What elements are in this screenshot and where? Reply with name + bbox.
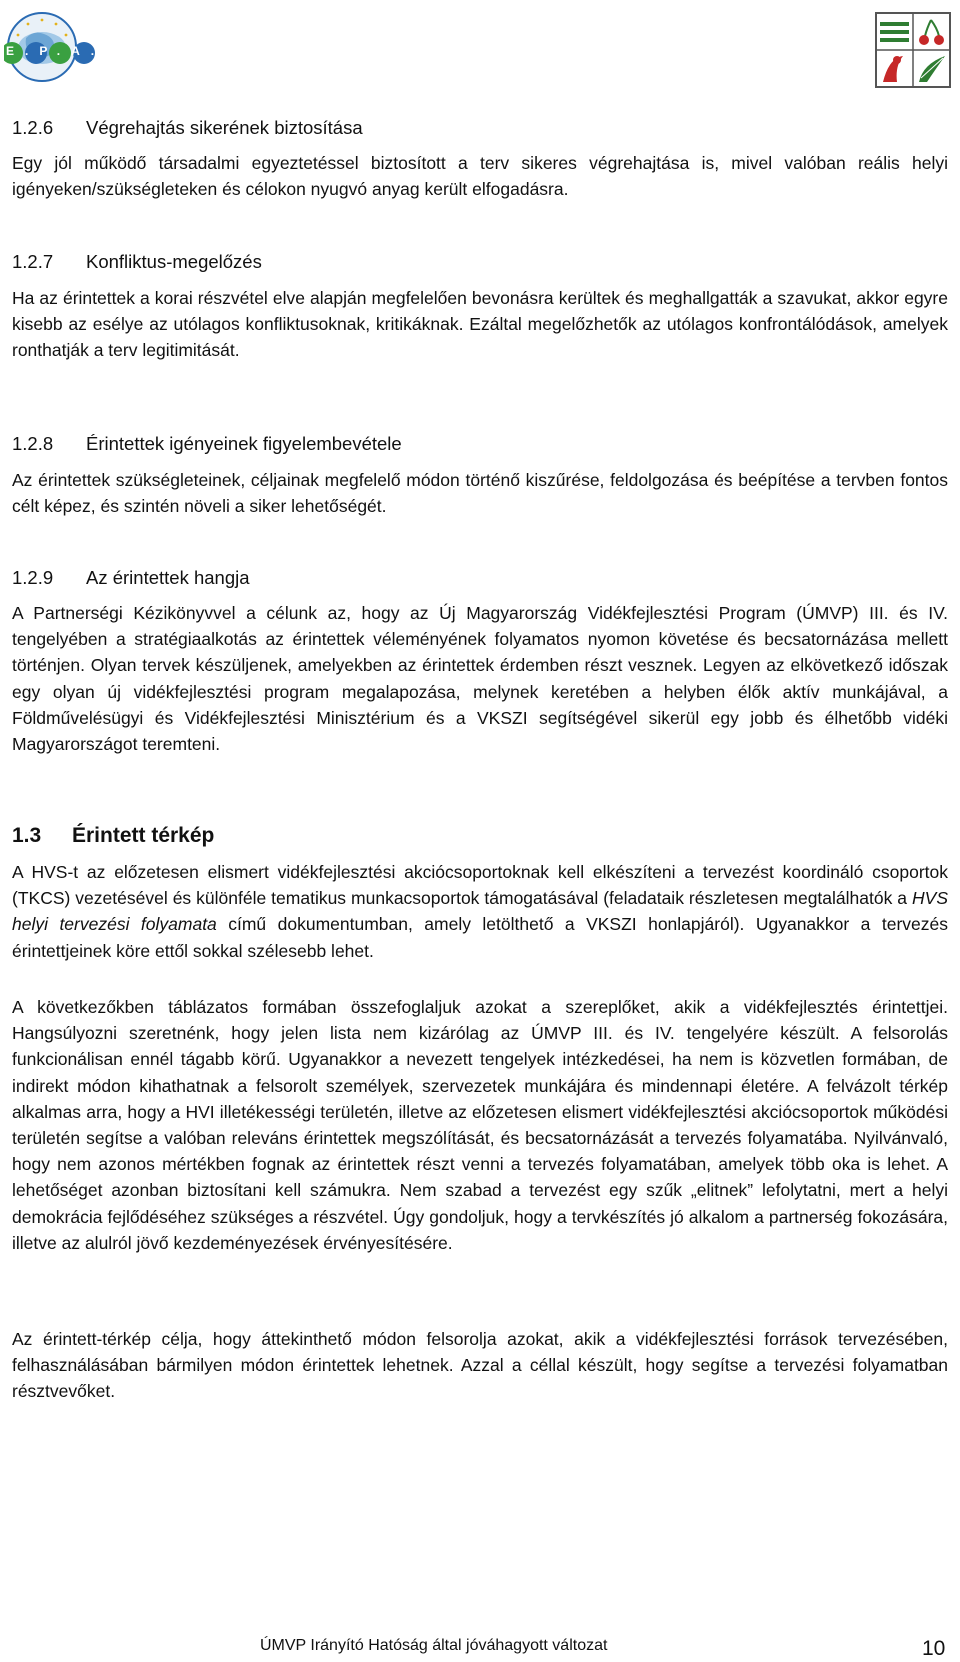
document-title-reference: HVS helyi tervezési folyamata bbox=[12, 888, 948, 935]
section-title: Érintettek igényeinek figyelembevétele bbox=[86, 433, 402, 454]
section-1-2-7-heading bbox=[12, 250, 262, 274]
paragraph-text: A HVS-t az előzetesen elismert vidékfejlesztési akciócsoportoknak kell elkészíteni a tervezést koordináló csoportok (TKCS) vezetésével és különféle tematikus munkacsoportok támogatásával (feladataik részletesen megtalálhatók a bbox=[12, 862, 948, 909]
section-number: 1.2.8 bbox=[12, 433, 54, 454]
section-1-3-paragraph-3: Az érintett-térkép célja, hogy áttekinthető módon felsorolja azokat, akik a vidékfejlesztési források tervezésében, felhasználásában bármilyen módon érintettek lehetnek. Azzal a céllal készült, hogy segítse a tervezési folyamatban résztvevőket. bbox=[12, 1329, 948, 1402]
ministry-emblem-icon bbox=[875, 12, 951, 88]
section-1-2-9-paragraph: A Partnerségi Kézikönyvvel a célunk az, hogy az Új Magyarország Vidékfejlesztési Program (ÚMVP) III. és IV. tengelyében a stratégiaalkotás az érintettek véleményének folyamatos nyomon követése és becsatornázása mellett történjen. Olyan tervek készüljenek, amelyekben az érintettek érdemben részt vesznek. Legyen az elkövetkező időszak egy olyan új vidékfejlesztési program megalapozása, melynek keretében a helyben élők aktív munkájával, a Földművelésügyi és Vidékfejlesztési Minisztérium és a VKSZI segítségével sikerül egy jobb és élhetőbb vidéki Magyarországot teremteni. bbox=[12, 603, 948, 755]
section-title: Konfliktus-megelőzés bbox=[86, 251, 262, 272]
section-number: 1.2.6 bbox=[12, 117, 54, 138]
section-1-2-8-heading bbox=[12, 432, 402, 456]
section-1-3-paragraph-1 bbox=[12, 859, 948, 964]
section-1-2-7-paragraph: Ha az érintettek a korai részvétel elve alapján megfelelően bevonásra kerültek és meghallgatták a szavukat, akkor egyre kisebb az esélye az utólagos konfliktusoknak, kritikáknak. Ezáltal megelőzhetők az utólagos konfrontálódások, amelyek ronthatják a terv legitimitását. bbox=[12, 288, 948, 361]
section-1-2-8-paragraph: Az érintettek szükségleteinek, céljainak megfelelő módon történő kiszűrése, feldolgozása és beépítése a tervben fontos célt képez, és szintén növeli a siker lehetőségét. bbox=[12, 470, 948, 517]
section-title: Az érintettek hangja bbox=[86, 567, 250, 588]
agriculture-ministry-logo bbox=[875, 12, 951, 88]
paragraph-text: című dokumentumban, amely letölthető a VKSZI honlapjáról). Ugyanakkor a tervezés érintettjeinek köre ettől sokkal szélesebb lehet. bbox=[12, 914, 948, 961]
section-1-2-9-heading bbox=[12, 566, 250, 590]
section-title: Érintett térkép bbox=[72, 824, 215, 847]
section-number: 1.2.9 bbox=[12, 567, 54, 588]
section-1-3-heading bbox=[12, 822, 214, 850]
section-1-2-6-paragraph: Egy jól működő társadalmi egyeztetéssel biztosított a terv sikeres végrehajtása is, mivel valóban reális helyi igényeken/szükségleteken és célokon nyugvó anyag került elfogadásra. bbox=[12, 153, 948, 200]
section-1-3-paragraph-2: A következőkben táblázatos formában összefoglaljuk azokat a szereplőket, akik a vidékfejlesztés érintettjei. Hangsúlyozni szeretnénk, hogy jelen lista nem kizárólag az ÚMVP III. és IV. tengelyére készült. A felsorolás funkcionálisan ennél tágabb körű. Ugyanakkor a nevezett tengelyek intézkedései, ha nem is közvetlen formában, de indirekt módon kihathatnak a felsorolt személyek, szervezetek munkájára és mindennapi életére. A felvázolt térkép alkalmas arra, hogy a HVI illetékességi területén, illetve az előzetesen elismert vidékfejlesztési akciócsoportok működési területén segítse a valóban releváns érintettek megszólítását, és becsatornázását a tervezés folyamatába. Nyilvánvaló, hogy nem azonos mértékben fognak az érintettek részt venni a tervezés folyamatában, amelyek több oka is lehet. A lehetőséget azonban biztosítani kell számukra. Nem szabad a tervezést egy szűk „elitnek” lefolytatni, mert a helyi demokrácia fejlődéséhez szükséges a részvétel. Úgy gondoljuk, hogy a tervkészítés jó alkalom a partnerség fokozására, illetve az alulról jövő kezdeményezések érvényesítésére. bbox=[12, 997, 948, 1253]
section-1-2-6-heading bbox=[12, 116, 363, 140]
section-number: 1.3 bbox=[12, 824, 42, 847]
footer-version-text: ÚMVP Irányító Hatóság által jóváhagyott változat bbox=[260, 1637, 608, 1654]
epap-logo bbox=[4, 8, 125, 86]
section-number: 1.2.7 bbox=[12, 251, 54, 272]
epap-logo-text: E.P.A.P bbox=[6, 44, 125, 58]
page-number: 10 bbox=[922, 1637, 946, 1660]
section-title: Végrehajtás sikerének biztosítása bbox=[86, 117, 363, 138]
